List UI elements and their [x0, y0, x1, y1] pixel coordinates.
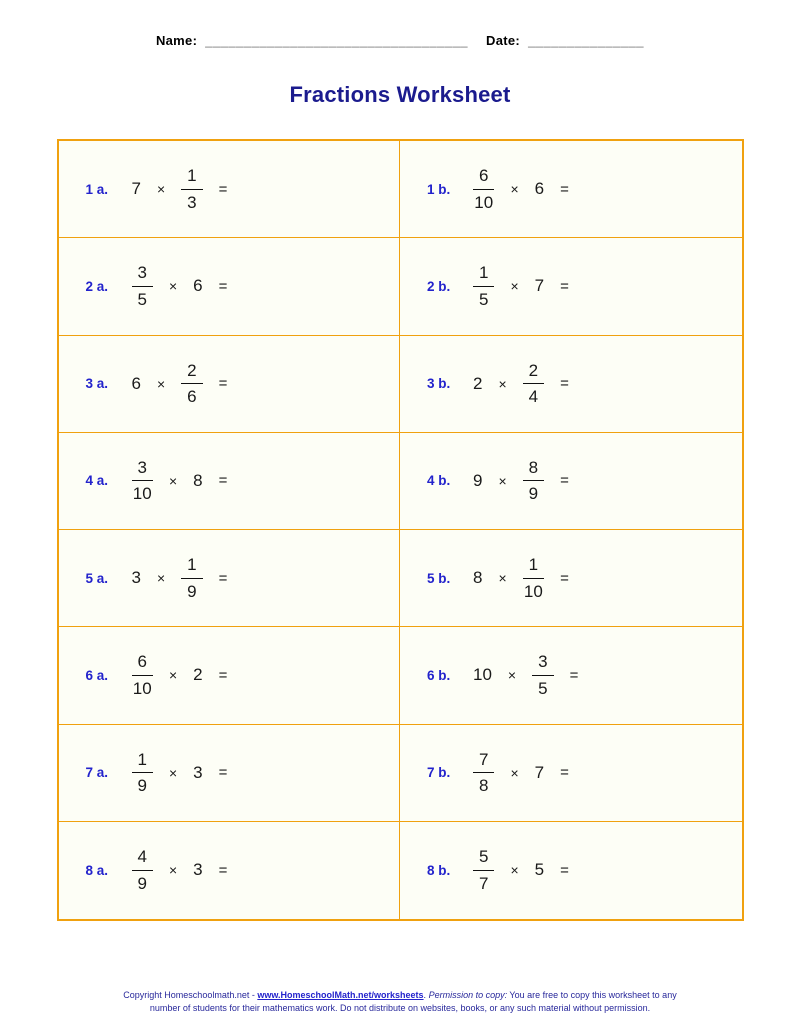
problem-label: 2 b. — [427, 278, 451, 294]
problem-label: 5 a. — [85, 570, 109, 586]
equals-sign: = — [218, 861, 228, 879]
problem-expression — [132, 750, 228, 796]
fraction — [132, 847, 153, 893]
equals-sign: = — [560, 180, 569, 198]
problem-cell — [59, 141, 401, 238]
multiply-sign: × — [168, 764, 178, 781]
problem-expression — [132, 263, 228, 309]
equals-sign: = — [560, 277, 569, 295]
whole-number: 8 — [193, 470, 203, 490]
problem-expression — [473, 847, 569, 893]
worksheets-link[interactable]: www.HomeschoolMath.net/worksheets — [257, 990, 424, 1000]
fraction-numerator: 3 — [132, 263, 153, 287]
whole-number: 8 — [473, 568, 483, 588]
multiply-sign: × — [156, 181, 166, 198]
multiply-sign: × — [168, 472, 178, 489]
whole-number: 6 — [534, 179, 545, 199]
problem-expression — [473, 750, 569, 796]
equals-sign: = — [218, 277, 228, 295]
multiply-sign: × — [498, 472, 507, 489]
fraction-numerator: 6 — [132, 652, 153, 676]
multiply-sign: × — [168, 667, 178, 684]
fraction-denominator: 9 — [137, 776, 147, 796]
problem-cell — [400, 433, 742, 530]
problem-cell — [59, 822, 401, 919]
problem-expression — [132, 361, 228, 407]
problem-cell — [400, 627, 742, 724]
whole-number: 6 — [131, 373, 141, 393]
fraction-denominator: 10 — [523, 581, 543, 601]
problem-cell — [59, 433, 401, 530]
equals-sign: = — [560, 861, 569, 879]
fraction-numerator: 6 — [473, 166, 494, 190]
problem-expression — [473, 458, 569, 504]
fraction — [132, 750, 153, 796]
problem-cell — [400, 238, 742, 335]
fraction-numerator: 3 — [532, 652, 553, 676]
problem-expression — [132, 847, 228, 893]
problem-expression — [473, 166, 569, 212]
fraction-numerator: 1 — [523, 555, 544, 579]
problem-label: 4 a. — [85, 473, 109, 489]
fraction-numerator: 1 — [181, 555, 202, 579]
fraction-denominator: 9 — [137, 873, 147, 893]
fraction — [181, 166, 202, 212]
whole-number: 7 — [534, 762, 545, 782]
multiply-sign: × — [498, 570, 507, 587]
multiply-sign: × — [168, 278, 178, 295]
problem-expression — [473, 263, 569, 309]
fraction-denominator: 3 — [187, 192, 197, 212]
equals-sign: = — [560, 375, 569, 393]
problem-label: 6 a. — [85, 667, 109, 683]
problem-expression — [473, 555, 569, 601]
problem-cell — [59, 336, 401, 433]
fraction — [132, 458, 153, 504]
equals-sign: = — [218, 472, 228, 490]
footer-copyright-text: Copyright Homeschoolmath.net - — [123, 990, 258, 1000]
equals-sign: = — [569, 666, 579, 684]
problem-expression — [132, 652, 228, 698]
fraction — [473, 750, 494, 796]
problem-expression — [132, 166, 228, 212]
problem-expression — [132, 555, 228, 601]
equals-sign: = — [218, 764, 228, 782]
footer — [0, 989, 800, 1015]
whole-number: 3 — [193, 860, 203, 880]
fraction-numerator: 2 — [523, 361, 544, 385]
fraction — [523, 361, 544, 407]
whole-number: 6 — [193, 276, 203, 296]
multiply-sign: × — [510, 764, 519, 781]
whole-number: 9 — [473, 470, 483, 490]
multiply-sign: × — [156, 570, 166, 587]
fraction — [181, 555, 202, 601]
fraction — [132, 652, 153, 698]
footer-after-link: . — [423, 990, 429, 1000]
fraction-denominator: 9 — [528, 484, 539, 504]
problem-cell — [400, 141, 742, 238]
fraction-numerator: 5 — [473, 847, 494, 871]
whole-number: 5 — [534, 860, 545, 880]
equals-sign: = — [218, 666, 228, 684]
equals-sign: = — [560, 472, 569, 490]
problem-expression — [473, 361, 569, 407]
problem-label: 8 a. — [85, 862, 109, 878]
problem-cell — [400, 336, 742, 433]
whole-number: 7 — [534, 276, 545, 296]
fraction-denominator: 7 — [479, 873, 489, 893]
fraction-denominator: 5 — [137, 289, 147, 309]
fraction — [473, 263, 494, 309]
date-blank-line: _______________ — [528, 33, 645, 48]
multiply-sign: × — [510, 181, 519, 198]
fraction-denominator: 10 — [474, 192, 494, 212]
fraction-denominator: 5 — [538, 678, 548, 698]
problem-expression — [132, 458, 228, 504]
multiply-sign: × — [510, 862, 519, 879]
problem-label: 1 b. — [427, 181, 451, 197]
multiply-sign: × — [498, 375, 507, 392]
multiply-sign: × — [168, 862, 178, 879]
fraction-numerator: 7 — [473, 750, 494, 774]
fraction — [523, 555, 544, 601]
fraction-numerator: 8 — [523, 458, 544, 482]
equals-sign: = — [560, 764, 569, 782]
name-blank-line: __________________________________ — [205, 33, 469, 48]
fraction — [181, 361, 202, 407]
fraction-numerator: 2 — [181, 361, 202, 385]
fraction-numerator: 1 — [181, 166, 202, 190]
problem-label: 5 b. — [427, 570, 451, 586]
footer-permission-label: Permission to copy: — [428, 990, 508, 1000]
problem-label: 8 b. — [427, 862, 451, 878]
fraction — [523, 458, 544, 504]
fraction-denominator: 5 — [479, 289, 489, 309]
equals-sign: = — [218, 569, 228, 587]
multiply-sign: × — [510, 278, 519, 295]
whole-number: 3 — [193, 762, 203, 782]
equals-sign: = — [218, 180, 228, 198]
footer-line-1 — [0, 989, 800, 1002]
footer-line-2: number of students for their mathematics work. Do not distribute on websites, books, or any such material without permission. — [149, 1003, 651, 1013]
whole-number: 3 — [131, 568, 141, 588]
fraction-denominator: 10 — [132, 484, 152, 504]
equals-sign: = — [560, 569, 569, 587]
fraction-denominator: 4 — [528, 387, 539, 407]
equals-sign: = — [218, 375, 228, 393]
fraction-denominator: 6 — [187, 387, 197, 407]
footer-permission-text: You are free to copy this worksheet to any — [507, 990, 677, 1000]
fraction-numerator: 3 — [132, 458, 153, 482]
name-label: Name: — [155, 33, 198, 48]
fraction-denominator: 8 — [479, 776, 489, 796]
fraction — [473, 166, 494, 212]
whole-number: 10 — [473, 665, 492, 685]
problem-cell — [400, 530, 742, 627]
problems-grid — [57, 139, 744, 921]
problem-label: 7 b. — [427, 765, 451, 781]
problem-expression — [473, 652, 578, 698]
multiply-sign: × — [507, 667, 517, 684]
problem-label: 3 b. — [427, 376, 451, 392]
date-label: Date: — [486, 33, 521, 48]
fraction-denominator: 9 — [187, 581, 197, 601]
problem-label: 6 b. — [427, 667, 451, 683]
problem-label: 3 a. — [85, 376, 109, 392]
fraction-denominator: 10 — [132, 678, 152, 698]
fraction — [132, 263, 153, 309]
fraction-numerator: 4 — [132, 847, 153, 871]
problem-label: 4 b. — [427, 473, 451, 489]
whole-number: 2 — [193, 665, 203, 685]
whole-number: 7 — [131, 179, 141, 199]
name-date-header — [0, 0, 800, 48]
problem-label: 2 a. — [85, 278, 109, 294]
problem-cell — [59, 530, 401, 627]
problem-cell — [400, 725, 742, 822]
fraction — [473, 847, 494, 893]
problem-cell — [59, 238, 401, 335]
problem-cell — [59, 725, 401, 822]
page-title: Fractions Worksheet — [289, 82, 511, 107]
problem-label: 7 a. — [85, 765, 109, 781]
problem-cell — [59, 627, 401, 724]
problem-label: 1 a. — [85, 181, 109, 197]
problem-cell — [400, 822, 742, 919]
multiply-sign: × — [156, 375, 166, 392]
fraction — [532, 652, 553, 698]
fraction-numerator: 1 — [132, 750, 153, 774]
fraction-numerator: 1 — [473, 263, 494, 287]
whole-number: 2 — [473, 373, 483, 393]
